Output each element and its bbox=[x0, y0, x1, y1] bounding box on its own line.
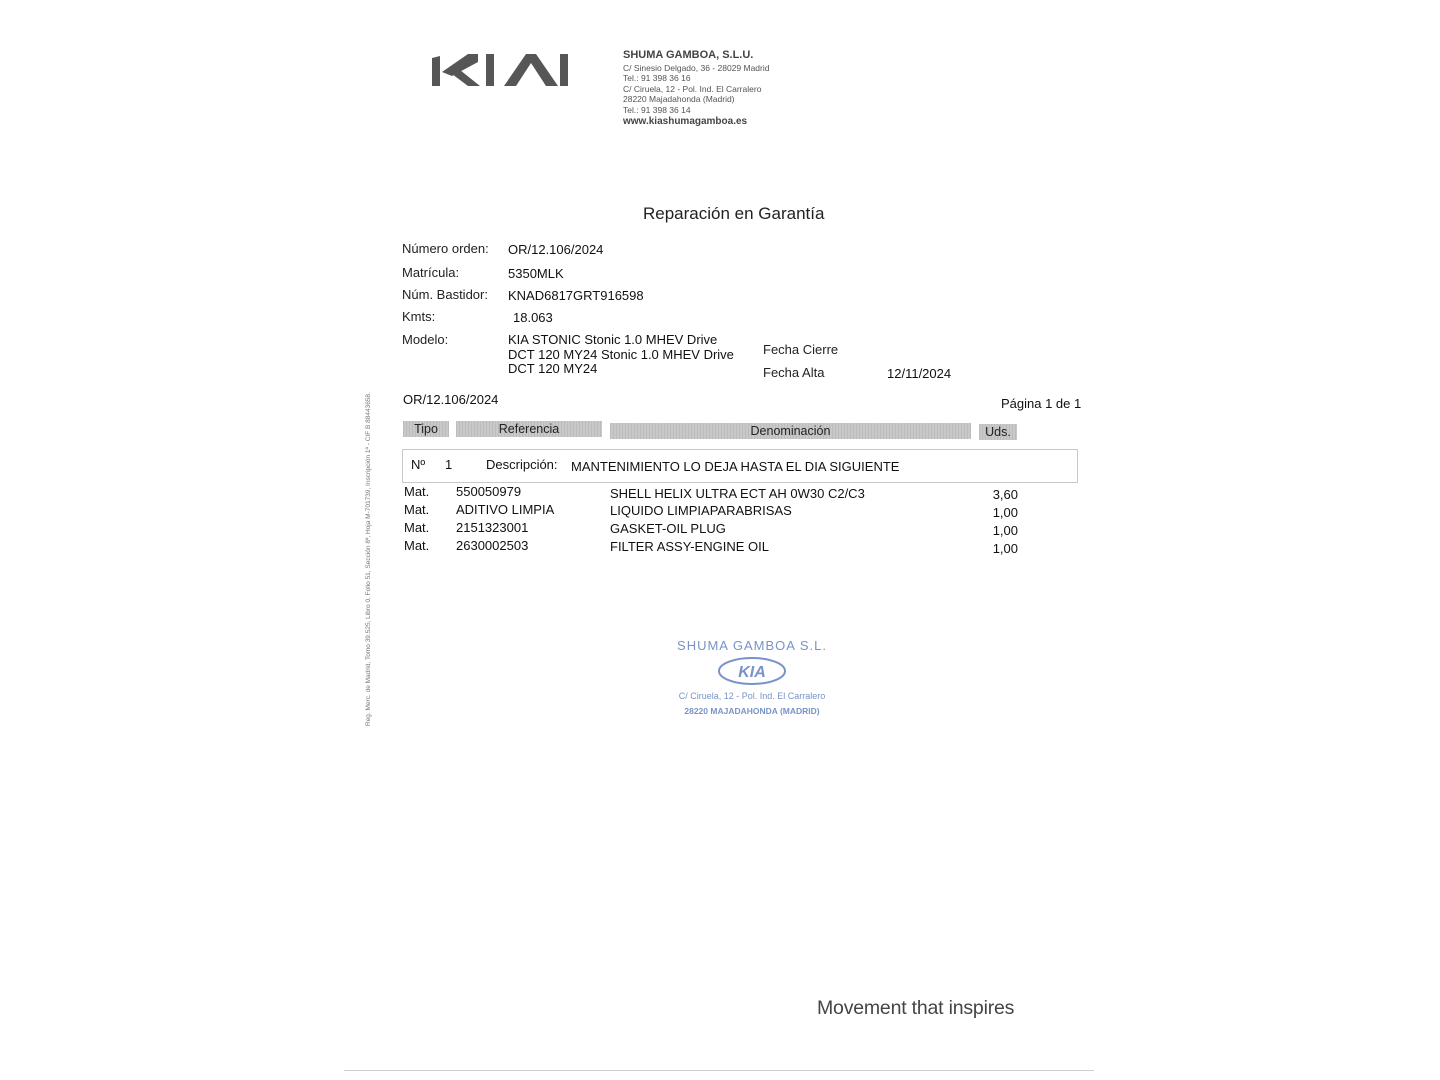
row-tipo: Mat. bbox=[404, 502, 430, 517]
modelo-label: Modelo: bbox=[402, 332, 449, 347]
bastidor-label: Núm. Bastidor: bbox=[402, 287, 488, 302]
page-info: Página 1 de 1 bbox=[1001, 396, 1082, 411]
address-line: Tel.: 91 398 36 16 bbox=[623, 73, 691, 84]
row-denominacion: FILTER ASSY-ENGINE OIL bbox=[610, 539, 769, 554]
fecha-alta-label: Fecha Alta bbox=[763, 365, 825, 380]
kmts-label: Kmts: bbox=[402, 309, 436, 324]
address-line: C/ Sinesio Delgado, 36 - 28029 Madrid bbox=[623, 62, 770, 73]
bottom-divider bbox=[344, 1070, 1094, 1071]
description-label: Descripción: bbox=[486, 457, 558, 472]
fecha-cierre-label: Fecha Cierre bbox=[763, 342, 839, 357]
order-reference: OR/12.106/2024 bbox=[403, 392, 499, 407]
svg-text:KIA: KIA bbox=[738, 664, 766, 681]
description-num: 1 bbox=[445, 457, 453, 472]
fecha-alta-value: 12/11/2024 bbox=[887, 366, 952, 381]
modelo-line: DCT 120 MY24 Stonic 1.0 MHEV Drive bbox=[508, 346, 734, 362]
address-line: Tel.: 91 398 36 14 bbox=[623, 104, 691, 115]
numero-orden-value: OR/12.106/2024 bbox=[508, 242, 604, 257]
kia-logo bbox=[428, 48, 580, 88]
row-uds: 1,00 bbox=[992, 505, 1018, 520]
row-referencia: 2630002503 bbox=[456, 538, 529, 553]
row-referencia: 550050979 bbox=[456, 484, 522, 499]
row-tipo: Mat. bbox=[404, 520, 430, 535]
row-denominacion: GASKET-OIL PLUG bbox=[610, 521, 726, 536]
kmts-value: 18.063 bbox=[513, 310, 553, 325]
numero-orden-label: Número orden: bbox=[402, 241, 489, 256]
slogan: Movement that inspires bbox=[817, 997, 1015, 1019]
row-tipo: Mat. bbox=[404, 484, 430, 499]
modelo-line: DCT 120 MY24 bbox=[508, 361, 598, 376]
company-info bbox=[623, 50, 769, 127]
matricula-label: Matrícula: bbox=[402, 265, 460, 280]
header-denominacion: Denominación bbox=[610, 423, 971, 439]
svg-text:28220 MAJADAHONDA (MADRID): 28220 MAJADAHONDA (MADRID) bbox=[684, 706, 820, 716]
svg-text:C/ Ciruela, 12 - Pol. Ind. El: C/ Ciruela, 12 - Pol. Ind. El Carralero bbox=[678, 691, 826, 701]
header-tipo: Tipo bbox=[403, 421, 449, 437]
row-referencia: ADITIVO LIMPIA bbox=[456, 502, 555, 517]
modelo-line: KIA STONIC Stonic 1.0 MHEV Drive bbox=[508, 332, 718, 347]
modelo-value bbox=[508, 333, 734, 377]
header-uds: Uds. bbox=[979, 424, 1017, 440]
row-uds: 1,00 bbox=[992, 523, 1018, 538]
address-line: C/ Ciruela, 12 - Pol. Ind. El Carralero bbox=[623, 83, 762, 94]
row-referencia: 2151323001 bbox=[456, 520, 529, 535]
row-uds: 3,60 bbox=[992, 487, 1018, 502]
matricula-value: 5350MLK bbox=[508, 266, 564, 281]
svg-text:SHUMA GAMBOA S.L.: SHUMA GAMBOA S.L. bbox=[677, 638, 827, 653]
row-uds: 1,00 bbox=[992, 541, 1018, 556]
description-num-label: Nº bbox=[411, 457, 426, 472]
company-stamp bbox=[676, 634, 828, 722]
bastidor-value: KNAD6817GRT916598 bbox=[508, 288, 644, 303]
address-line: 28220 Majadahonda (Madrid) bbox=[623, 94, 735, 105]
description-text: MANTENIMIENTO LO DEJA HASTA EL DIA SIGUIENTE bbox=[571, 459, 900, 474]
registry-info: Reg. Merc. de Madrid, Tomo 39.525, Libro 0, Folio 51, Sección 8ª, Hoja M-701739, Inscripción 1ª - CIF B 88443658. bbox=[365, 392, 372, 726]
row-denominacion: LIQUIDO LIMPIAPARABRISAS bbox=[610, 503, 792, 518]
row-denominacion: SHELL HELIX ULTRA ECT AH 0W30 C2/C3 bbox=[610, 486, 865, 501]
website-link[interactable]: www.kiashumagamboa.es bbox=[623, 115, 748, 127]
document-title: Reparación en Garantía bbox=[643, 204, 825, 223]
row-tipo: Mat. bbox=[404, 538, 430, 553]
company-name: SHUMA GAMBOA, S.L.U. bbox=[623, 49, 754, 61]
header-referencia: Referencia bbox=[456, 421, 602, 437]
